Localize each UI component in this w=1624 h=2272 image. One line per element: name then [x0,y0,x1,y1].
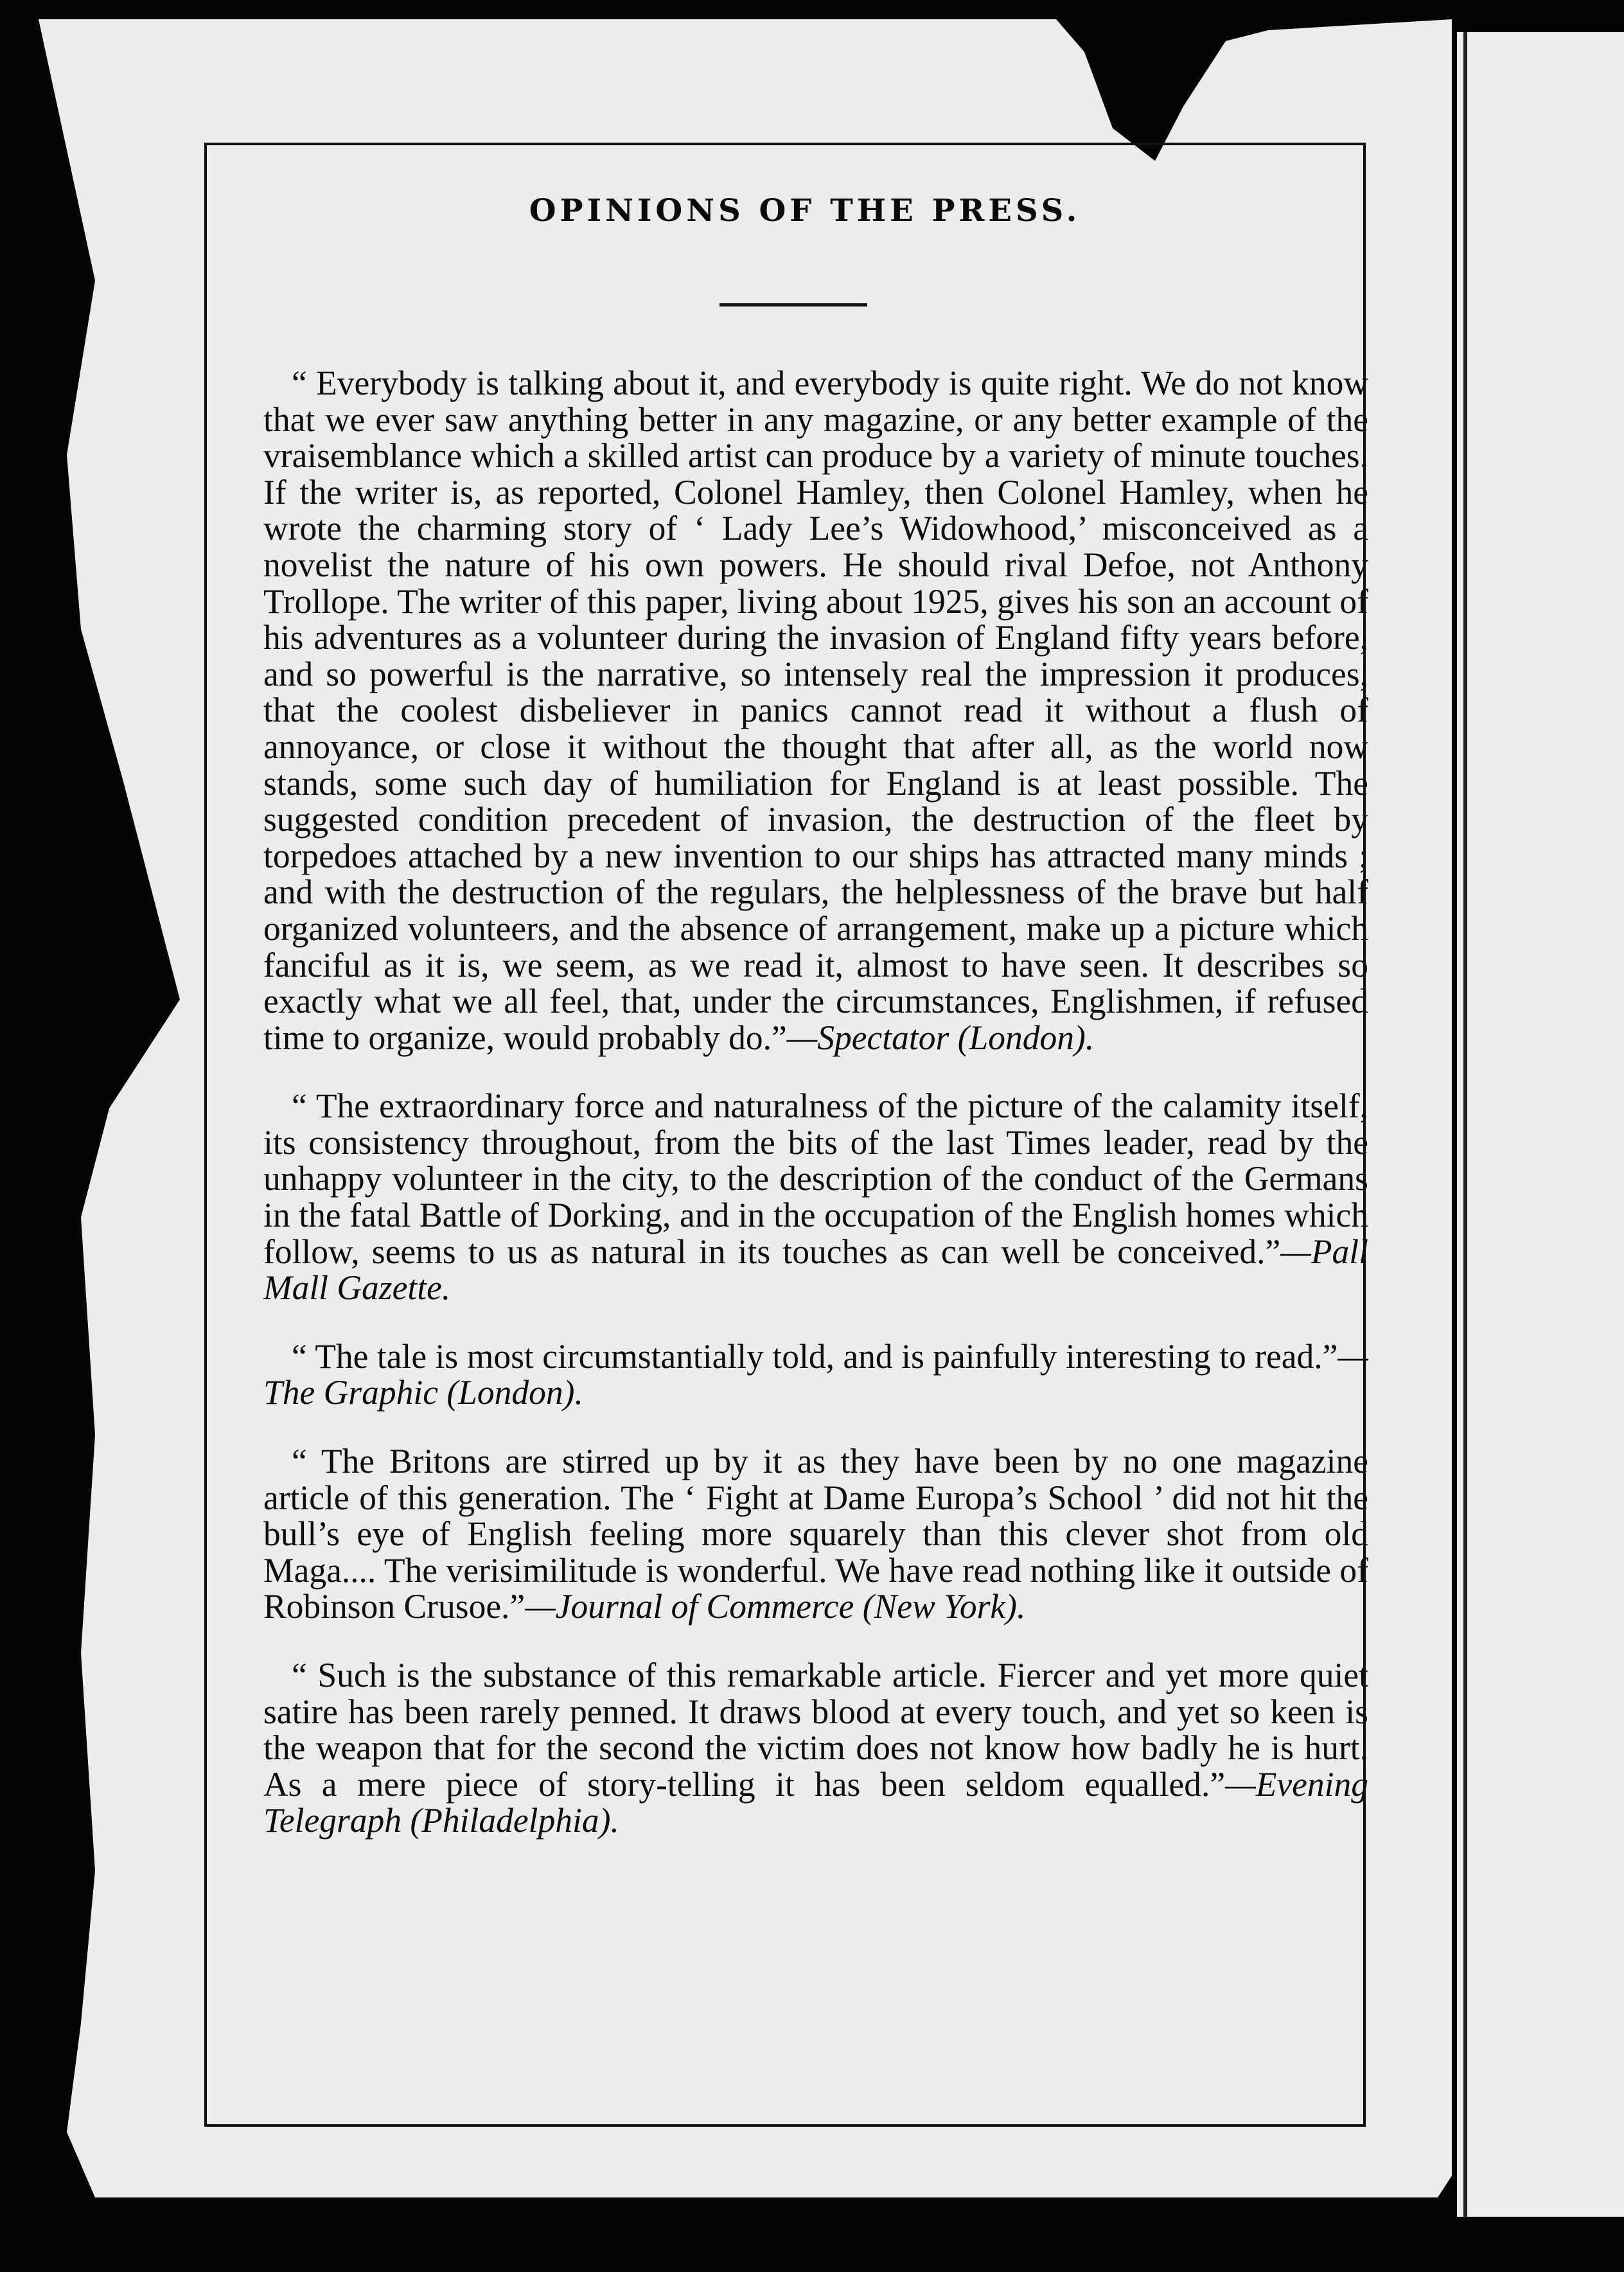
review-text: “ Everybody is talking about it, and everybody is quite right. We do not know that we ever saw anything better in any magazine, or any better example of the vraisemblance which a skilled artist can produce by a variety of minute touches. If the writer is, as reported, Colonel Hamley, then Colonel Hamley, when he wrote the charming story of ‘ Lady Lee’s Widowhood,’ misconceived as a novelist the nature of his own powers. He should rival Defoe, not Anthony Trollope. The writer of this paper, living about 1925, gives his son an account of his adventures as a volunteer during the invasion of England fifty years before, and so powerful is the narrative, so intensely real the impression it produces, that the coolest disbeliever in panics cannot read it without a flush of annoyance, or close it without the thought that after all, as the world now stands, some such day of humiliation for England is at least possible. The suggested condition precedent of invasion, the destruction of the fleet by torpedoes attached by a new invention to our ships has attracted many minds ; and with the destruction of the regulars, the helplessness of the brave but half organized volunteers, and the absence of arrangement, make up a picture which fanciful as it is, we seem, as we read it, almost to have seen. It describes so exactly what we all feel, that, under the circumstances, Englishmen, if refused time to organize, would probably do.” [263,364,1368,1057]
review-source: —Evening Telegraph (Philadelphia). [263,1764,1368,1840]
review-evening-telegraph [263,1657,1368,1839]
review-text: “ The extraordinary force and naturalness of the picture of the calamity itself, its consistency throughout, from the bits of the last Times leader, read by the unhappy volunteer in the city, to the description of the conduct of the Germans in the fatal Battle of Dorking, and in the occupation of the English homes which follow, seems to us as natural in its touches as can well be conceived.” [263,1087,1368,1271]
reviews-body [263,365,1368,1871]
review-source: —Journal of Commerce (New York). [525,1587,1026,1626]
review-graphic [263,1338,1368,1411]
review-source: —Spectator (London). [786,1018,1095,1057]
review-text: “ The Britons are stirred up by it as they have been by no one magazine article of this generation. The ‘ Fight at Dame Europa’s School ’ did not hit the bull’s eye of English feeling more squarely than this clever shot from old Maga.... The verisimilitude is wonderful. We have read nothing like it outside of Robinson Crusoe.” [263,1442,1368,1626]
review-text: “ The tale is most circumstantially told, and is painfully interesting to read.” [292,1336,1338,1376]
review-source: —The Graphic (London). [263,1336,1368,1412]
page-title: OPINIONS OF THE PRESS. [529,193,1081,229]
adjacent-page-edge [1457,32,1624,2217]
review-spectator [263,365,1368,1056]
review-text: “ Such is the substance of this remarkable article. Fiercer and yet more quiet satire has been rarely penned. It draws blood at every touch, and yet so keen is the weapon that for the second the victim does not know how badly he is hurt. As a mere piece of story-telling it has been seldom equalled.” [263,1656,1368,1804]
review-pall-mall [263,1088,1368,1306]
review-journal-of-commerce [263,1443,1368,1625]
title-rule [719,303,867,306]
review-source: —Pall Mall Gazette. [263,1232,1368,1308]
